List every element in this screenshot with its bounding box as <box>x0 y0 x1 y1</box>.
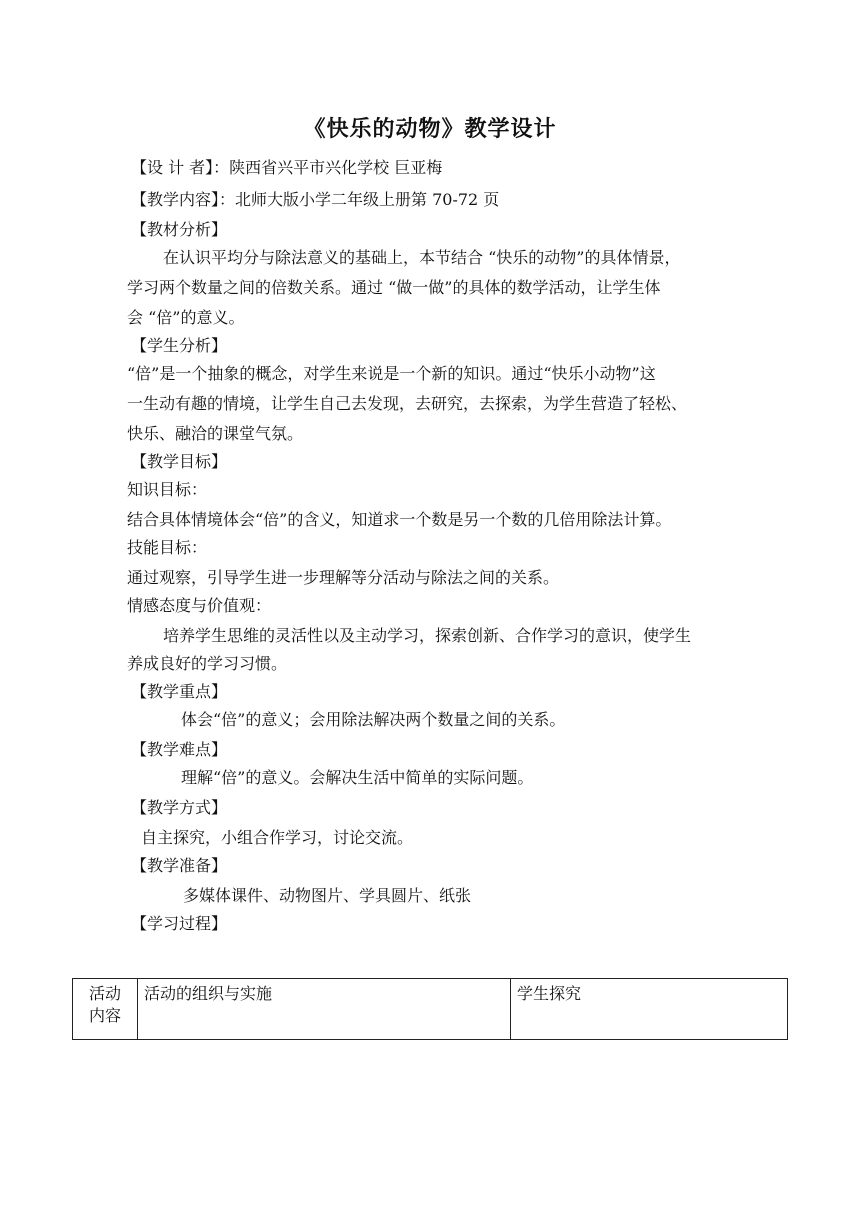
table-cell-activity <box>73 979 138 1040</box>
paragraph-line: 理解“倍”的意义。会解决生活中简单的实际问题。 <box>181 768 534 787</box>
paragraph-line: 结合具体情境体会“倍”的含义，知道求一个数是另一个数的几倍用除法计算。 <box>127 510 672 529</box>
paragraph-line: 快乐、融洽的课堂气氛。 <box>127 424 304 443</box>
paragraph-line: 在认识平均分与除法意义的基础上，本节结合 “快乐的动物”的具体情景， <box>163 248 681 267</box>
paragraph-line: 一生动有趣的情境，让学生自己去发现，去研究，去探索，为学生营造了轻松、 <box>127 394 688 413</box>
paragraph-line: 养成良好的学习习惯。 <box>127 654 288 673</box>
content-line: 【教学内容】：北师大版小学二年级上册第 70-72 页 <box>131 190 500 209</box>
subheading-attitude: 情感态度与价值观： <box>127 596 272 615</box>
heading-teaching-method: 【教学方式】 <box>131 798 228 817</box>
heading-difficulties: 【教学难点】 <box>131 740 228 759</box>
paragraph-line: 会 “倍”的意义。 <box>127 308 245 327</box>
subheading-skill: 技能目标： <box>127 538 208 557</box>
heading-textbook-analysis: 【教材分析】 <box>131 220 228 239</box>
document-title: 《快乐的动物》教学设计 <box>303 117 557 142</box>
paragraph-line: 学习两个数量之间的倍数关系。通过 “做一做”的具体的数学活动，让学生体 <box>127 278 661 297</box>
activity-table <box>72 978 788 1040</box>
heading-learning-process: 【学习过程】 <box>131 914 228 933</box>
subheading-knowledge: 知识目标： <box>127 480 208 499</box>
author-line: 【设 计 者】：陕西省兴平市兴化学校 巨亚梅 <box>131 158 443 177</box>
table-cell-line: 活动 <box>88 984 121 1003</box>
table-row <box>73 979 788 1040</box>
paragraph-line: 多媒体课件、动物图片、学具圆片、纸张 <box>183 886 472 905</box>
heading-key-points: 【教学重点】 <box>131 682 228 701</box>
paragraph-line: 自主探究，小组合作学习，讨论交流。 <box>141 828 414 847</box>
heading-teaching-goals: 【教学目标】 <box>131 452 228 471</box>
heading-student-analysis: 【学生分析】 <box>131 336 228 355</box>
table-cell-line: 内容 <box>88 1006 121 1025</box>
paragraph-line: 体会“倍”的意义；会用除法解决两个数量之间的关系。 <box>181 710 566 729</box>
paragraph-line: 通过观察，引导学生进一步理解等分活动与除法之间的关系。 <box>127 568 560 587</box>
paragraph-line: “倍”是一个抽象的概念，对学生来说是一个新的知识。通过“快乐小动物”这 <box>127 364 656 383</box>
paragraph-line: 培养学生思维的灵活性以及主动学习，探索创新、合作学习的意识，使学生 <box>163 626 692 645</box>
table-cell-organization: 活动的组织与实施 <box>138 979 511 1040</box>
table-cell-student: 学生探究 <box>511 979 788 1040</box>
heading-preparation: 【教学准备】 <box>131 856 228 875</box>
